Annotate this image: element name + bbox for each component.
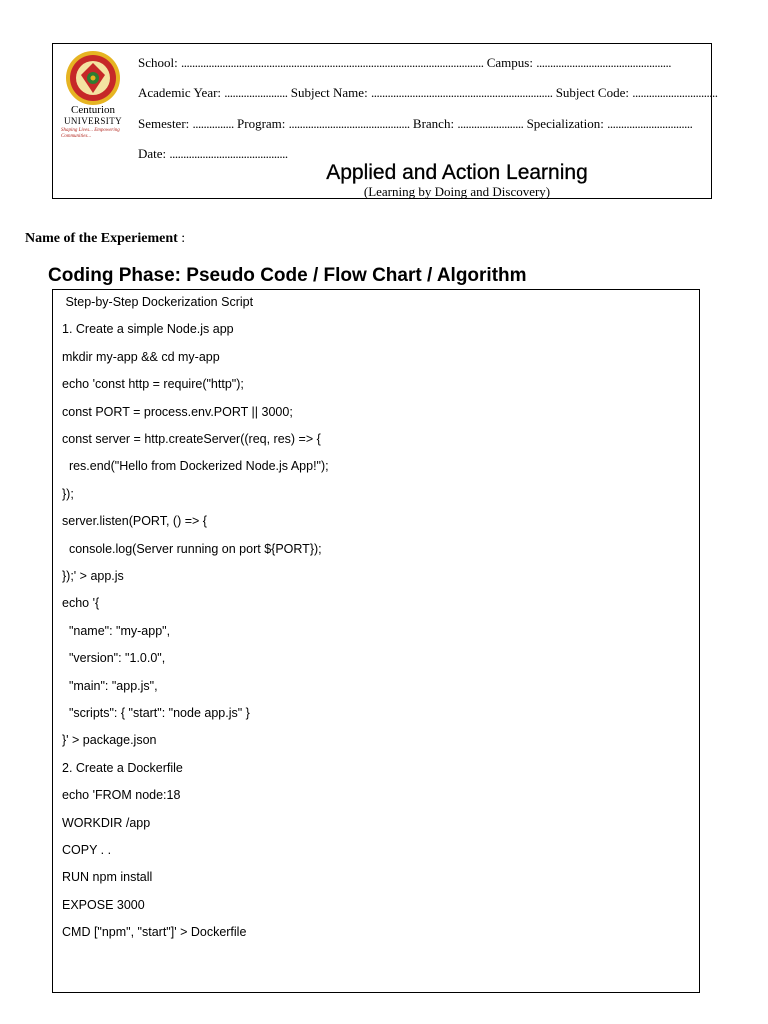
code-line: const server = http.createServer((req, res) => { — [62, 432, 321, 446]
header-row-school — [138, 55, 671, 71]
code-box — [52, 289, 700, 993]
header-row-semester — [138, 116, 692, 132]
campus-label: Campus: — [486, 55, 533, 70]
semester-field[interactable]: ............... — [192, 116, 234, 131]
header-subtitle: (Learning by Doing and Discovery) — [363, 184, 551, 199]
subject-code-field[interactable]: ............................... — [632, 85, 718, 100]
code-line: }); — [62, 486, 74, 501]
code-line: server.listen(PORT, () => { — [62, 514, 207, 529]
academic-year-label: Academic Year: — [138, 85, 222, 100]
code-line: COPY . . — [62, 843, 112, 857]
code-line: echo 'const http = require("http"); — [62, 377, 244, 392]
academic-year-field[interactable]: ....................... — [224, 85, 288, 100]
code-line: echo '{ — [62, 596, 100, 611]
school-field[interactable]: .............................................................................................................. — [180, 55, 484, 70]
code-line: }' > package.json — [62, 733, 157, 748]
school-label: School: — [138, 55, 178, 70]
code-line: Step-by-Step Dockerization Script — [62, 295, 254, 309]
program-label: Program: — [237, 116, 286, 131]
coding-phase-heading: Coding Phase: Pseudo Code / Flow Chart / Algorithm — [48, 265, 527, 286]
code-line: RUN npm install — [62, 870, 153, 885]
code-line: 2. Create a Dockerfile — [62, 760, 183, 775]
code-line: echo 'FROM node:18 — [62, 788, 181, 803]
code-line: EXPOSE 3000 — [62, 897, 145, 912]
experiment-name-label: Name of the Experiement — [25, 231, 178, 246]
logo-tagline: Shaping Lives... Empowering Communities... — [61, 128, 120, 139]
code-line: WORKDIR /app — [62, 815, 151, 830]
experiment-name-row — [25, 231, 185, 247]
subject-name-field[interactable]: .................................................................. — [370, 85, 553, 100]
semester-label: Semester: — [138, 116, 190, 131]
branch-field[interactable]: ........................ — [457, 116, 524, 131]
specialization-field[interactable]: ............................... — [607, 116, 693, 131]
university-logo — [61, 50, 122, 150]
code-line: CMD ["npm", "start"]' > Dockerfile — [62, 925, 247, 940]
code-line: "main": "app.js", — [62, 678, 158, 693]
header-row-date — [138, 146, 288, 162]
code-line: "scripts": { "start": "node app.js" } — [62, 706, 250, 720]
header-box — [52, 43, 718, 199]
code-line: const PORT = process.env.PORT || 3000; — [62, 404, 293, 419]
date-field[interactable]: ........................................... — [169, 146, 288, 161]
subject-name-label: Subject Name: — [290, 85, 368, 100]
code-line: res.end("Hello from Dockerized Node.js App!"); — [62, 459, 329, 474]
logo-name: Centurion — [71, 104, 115, 116]
header-title: Applied and Action Learning — [326, 161, 588, 184]
program-field[interactable]: ............................................ — [288, 116, 410, 131]
code-line: mkdir my-app && cd my-app — [62, 349, 220, 364]
campus-field[interactable]: ................................................. — [536, 55, 671, 70]
code-line: });' > app.js — [62, 569, 124, 583]
specialization-label: Specialization: — [526, 116, 604, 131]
subject-code-label: Subject Code: — [555, 85, 629, 100]
date-label: Date: — [138, 146, 167, 161]
code-line: "version": "1.0.0", — [62, 651, 166, 666]
university-seal-icon — [65, 50, 121, 106]
code-line: console.log(Server running on port ${PORT}); — [62, 541, 322, 556]
code-line: 1. Create a simple Node.js app — [62, 322, 234, 337]
header-row-academic — [138, 85, 717, 101]
code-line: "name": "my-app", — [62, 623, 171, 638]
logo-university: UNIVERSITY — [64, 116, 122, 126]
experiment-name-colon: : — [177, 231, 186, 246]
branch-label: Branch: — [412, 116, 455, 131]
